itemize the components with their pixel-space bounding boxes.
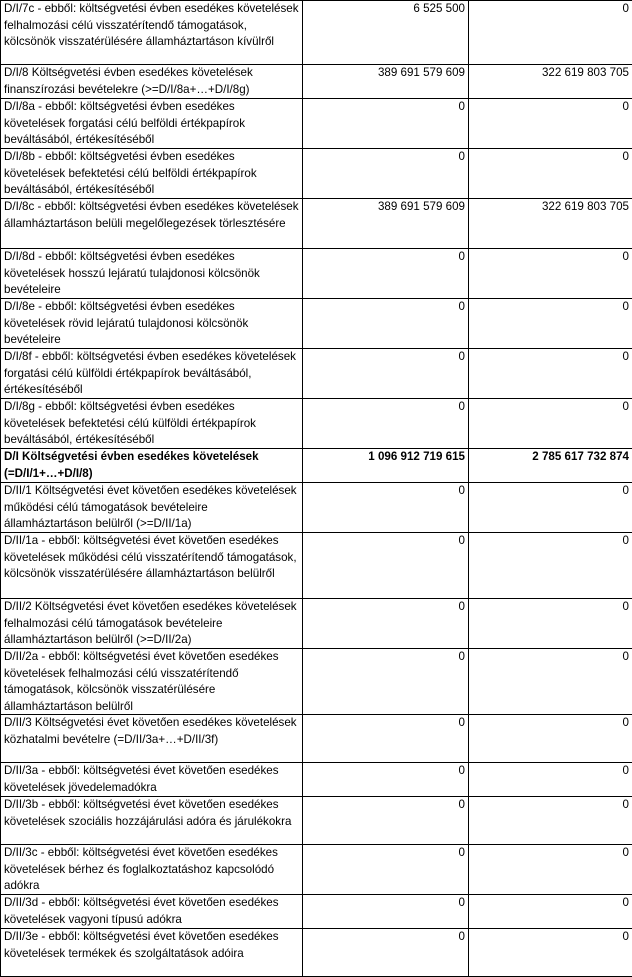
row-value-current: 0 (303, 845, 469, 895)
row-value-previous: 0 (469, 1, 632, 65)
table-row (1, 299, 632, 349)
row-value-previous: 0 (469, 895, 632, 929)
row-label: D/II/3c - ebből: költségvetési évet követően esedékes követelések bérhez és foglalkoztatáshoz kapcsolódó adókra (1, 845, 303, 895)
table-row (1, 533, 632, 599)
row-label: D/I/8b - ebből: költségvetési évben esedékes követelések befektetési célú belföldi értékpapírok beváltásából, értékesítéséből (1, 149, 303, 199)
row-value-previous: 0 (469, 845, 632, 895)
row-value-previous: 0 (469, 797, 632, 845)
table-row (1, 599, 632, 649)
row-value-current: 0 (303, 895, 469, 929)
row-value-current: 1 096 912 719 615 (303, 449, 469, 483)
row-label: D/II/3a - ebből: költségvetési évet követően esedékes követelések jövedelemadókra (1, 763, 303, 797)
table-row (1, 483, 632, 533)
row-value-current: 6 525 500 (303, 1, 469, 65)
table-row (1, 199, 632, 249)
row-value-previous: 0 (469, 599, 632, 649)
row-label: D/II/3 Költségvetési évet követően esedékes követelések közhatalmi bevételre (=D/II/3a+…+D/II/3f) (1, 715, 303, 763)
row-value-previous: 0 (469, 399, 632, 449)
table-row (1, 349, 632, 399)
row-value-previous: 0 (469, 149, 632, 199)
table-row (1, 715, 632, 763)
row-label: D/I/8 Költségvetési évben esedékes követelések finanszírozási bevételekre (>=D/I/8a+…+D/I/8g) (1, 65, 303, 99)
table-row-total (1, 449, 632, 483)
row-label: D/II/1a - ebből: költségvetési évet követően esedékes követelések működési célú visszatérítendő támogatások, kölcsönök visszatérülésére államháztartáson belülről (1, 533, 303, 599)
row-label: D/I/8g - ebből: költségvetési évben esedékes követelések befektetési célú külföldi értékpapírok beváltásából, értékesítéséből (1, 399, 303, 449)
row-label: D/I/8a - ebből: költségvetési évben esedékes követelések forgatási célú belföldi értékpapírok beváltásából, értékesítéséből (1, 99, 303, 149)
table-body (1, 1, 632, 977)
row-value-current: 0 (303, 599, 469, 649)
row-value-current: 389 691 579 609 (303, 199, 469, 249)
row-label: D/I/8c - ebből: költségvetési évben esedékes követelések államháztartáson belüli megelőlegezések törlesztésére (1, 199, 303, 249)
row-value-current: 0 (303, 249, 469, 299)
row-value-previous: 2 785 617 732 874 (469, 449, 632, 483)
row-value-current: 0 (303, 533, 469, 599)
row-value-previous: 0 (469, 349, 632, 399)
row-value-previous: 0 (469, 99, 632, 149)
table-row (1, 249, 632, 299)
table-row (1, 845, 632, 895)
row-value-current: 0 (303, 149, 469, 199)
row-value-previous: 0 (469, 483, 632, 533)
row-value-previous: 0 (469, 299, 632, 349)
row-value-previous: 0 (469, 715, 632, 763)
table-row (1, 65, 632, 99)
row-label: D/I Költségvetési évben esedékes követelések (=D/I/1+…+D/I/8) (1, 449, 303, 483)
row-value-current: 0 (303, 797, 469, 845)
table-row (1, 929, 632, 977)
row-label: D/I/7c - ebből: költségvetési évben esedékes követelések felhalmozási célú visszatérítendő támogatások, kölcsönök visszatérülésére államháztartáson kívülről (1, 1, 303, 65)
row-value-current: 0 (303, 763, 469, 797)
row-value-previous: 322 619 803 705 (469, 199, 632, 249)
row-value-current: 0 (303, 299, 469, 349)
row-label: D/II/3e - ebből: költségvetési évet követően esedékes követelések termékek és szolgáltatások adóira (1, 929, 303, 977)
row-value-current: 0 (303, 399, 469, 449)
row-label: D/I/8e - ebből: költségvetési évben esedékes követelések rövid lejáratú tulajdonosi kölcsönök bevételeire (1, 299, 303, 349)
row-value-previous: 0 (469, 533, 632, 599)
table-row (1, 149, 632, 199)
table-row (1, 763, 632, 797)
row-value-previous: 0 (469, 929, 632, 977)
table-row (1, 1, 632, 65)
row-label: D/II/3b - ebből: költségvetési évet követően esedékes követelések szociális hozzájárulási adóra és járulékokra (1, 797, 303, 845)
table-row (1, 895, 632, 929)
row-label: D/I/8f - ebből: költségvetési évben esedékes követelések forgatási célú külföldi értékpapírok beváltásából, értékesítéséből (1, 349, 303, 399)
row-label: D/II/1 Költségvetési évet követően esedékes követelések működési célú támogatások bevételeire államháztartáson belülről (>=D/II/1a) (1, 483, 303, 533)
row-value-current: 0 (303, 649, 469, 715)
row-label: D/I/8d - ebből: költségvetési évben esedékes követelések hosszú lejáratú tulajdonosi kölcsönök bevételeire (1, 249, 303, 299)
row-value-previous: 0 (469, 249, 632, 299)
row-value-current: 0 (303, 929, 469, 977)
row-value-current: 389 691 579 609 (303, 65, 469, 99)
row-label: D/II/2 Költségvetési évet követően esedékes követelések felhalmozási célú támogatások bevételeire államháztartáson belülről (>=D/II/2a) (1, 599, 303, 649)
row-value-current: 0 (303, 349, 469, 399)
table-row (1, 399, 632, 449)
row-value-previous: 322 619 803 705 (469, 65, 632, 99)
table-row (1, 649, 632, 715)
row-value-current: 0 (303, 715, 469, 763)
row-value-previous: 0 (469, 649, 632, 715)
row-label: D/II/3d - ebből: költségvetési évet követően esedékes követelések vagyoni típusú adókra (1, 895, 303, 929)
row-value-current: 0 (303, 483, 469, 533)
row-value-current: 0 (303, 99, 469, 149)
row-value-previous: 0 (469, 763, 632, 797)
table-row (1, 797, 632, 845)
row-label: D/II/2a - ebből: költségvetési évet követően esedékes követelések felhalmozási célú visszatérítendő támogatások, kölcsönök visszatérülésére államháztartáson belülről (1, 649, 303, 715)
table-row (1, 99, 632, 149)
